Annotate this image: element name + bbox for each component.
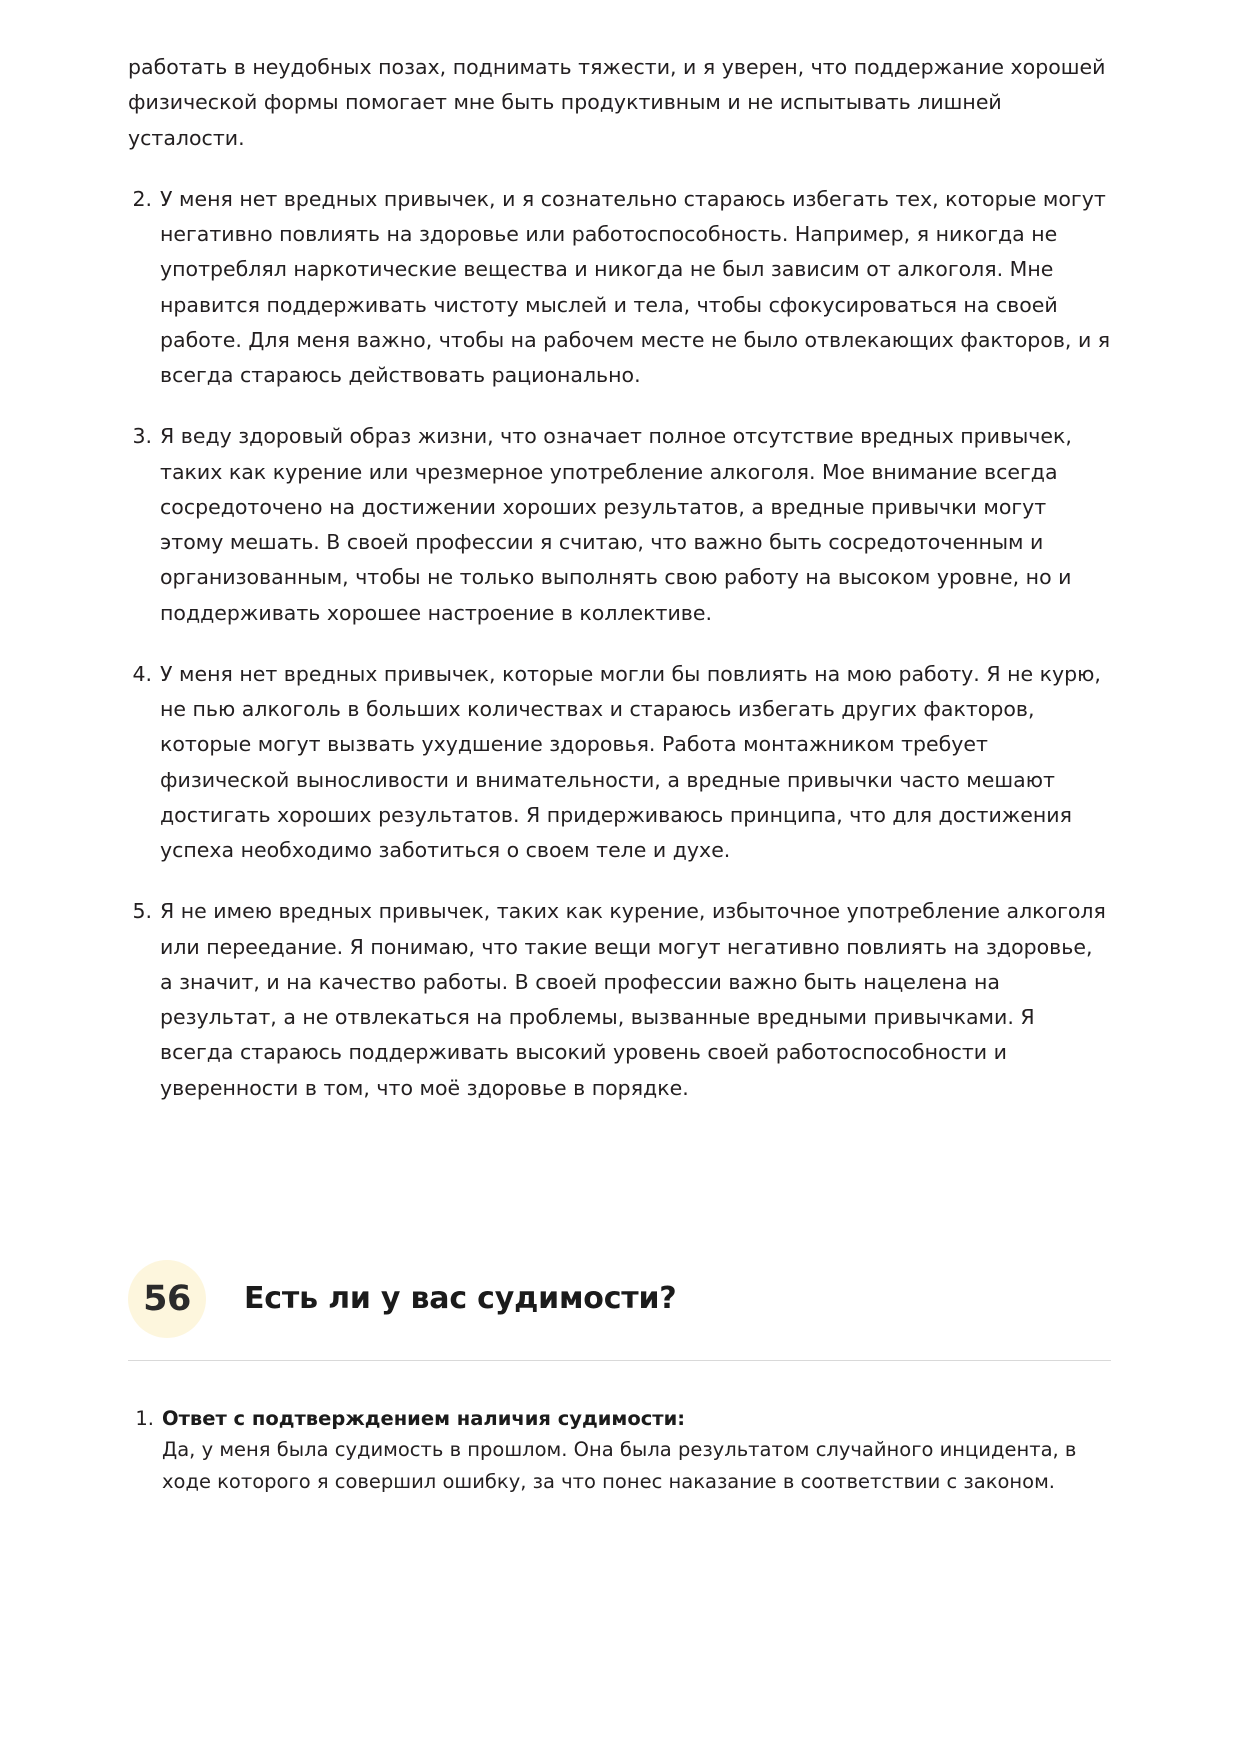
list-item-text: Я веду здоровый образ жизни, что означает полное отсутствие вредных привычек, таких как курение или чрезмерное употребление алкоголя. Мое внимание всегда сосредоточено на достижении хороших результатов, а вредные привычки могут этому мешать. В своей профессии я считаю, что важно быть сосредоточенным и организованным, чтобы не только выполнять свою работу на высоком уровне, но и поддерживать хорошее настроение в коллективе. [160,424,1072,625]
list-item [128,657,1111,869]
answer-text: Да, у меня была судимость в прошлом. Она была результатом случайного инцидента, в ходе которого я совершил ошибку, за что понес наказание в соответствии с законом. [162,1438,1077,1493]
list-item-text: Я не имею вредных привычек, таких как курение, избыточное употребление алкоголя или переедание. Я понимаю, что такие вещи могут негативно повлиять на здоровье, а значит, и на качество работы. В своей профессии важно быть нацелена на результат, а не отвлекаться на проблемы, вызванные вредными привычками. Я всегда стараюсь поддерживать высокий уровень своей работоспособности и уверенности в том, что моё здоровье в порядке. [160,899,1106,1100]
list-item-number: 5. [132,899,152,924]
section-spacer [128,1132,1111,1260]
list-item [128,419,1111,631]
list-item-number: 3. [132,424,152,449]
question-answers-list [128,1403,1111,1498]
question-section [128,1260,1111,1498]
list-item-text: У меня нет вредных привычек, и я сознательно стараюсь избегать тех, которые могут негативно повлиять на здоровье или работоспособность. Например, я никогда не употреблял наркотические вещества и никогда не был зависим от алкоголя. Мне нравится поддерживать чистоту мыслей и тела, чтобы сфокусироваться на своей работе. Для меня важно, чтобы на рабочем месте не было отвлекающих факторов, и я всегда стараюсь действовать рационально. [160,186,1111,387]
list-item-text: У меня нет вредных привычек, которые могли бы повлиять на мою работу. Я не курю, не пью алкоголь в больших количествах и стараюсь избегать других факторов, которые могут вызвать ухудшение здоровья. Работа монтажником требует физической выносливости и внимательности, а вредные привычки часто мешают достигать хороших результатов. Я придерживаюсь принципа, что для достижения успеха необходимо заботиться о своем теле и духе. [160,661,1101,862]
question-number-badge: 56 [128,1260,206,1338]
list-item-number: 2. [132,186,152,211]
list-item [128,1403,1111,1498]
continued-paragraph: работать в неудобных позах, поднимать тяжести, и я уверен, что поддержание хорошей физической формы помогает мне быть продуктивным и не испытывать лишней усталости. [128,55,1106,150]
question-header [128,1260,1111,1338]
question-title: Есть ли у вас судимости? [244,1281,677,1317]
list-item-number: 1. [135,1406,154,1430]
list-item [128,894,1111,1106]
list-item-number: 4. [132,661,152,686]
list-item [128,182,1111,394]
section-divider [128,1360,1111,1361]
answer-label: Ответ с подтверждением наличия судимости: [162,1406,686,1430]
answers-list [128,182,1111,1106]
